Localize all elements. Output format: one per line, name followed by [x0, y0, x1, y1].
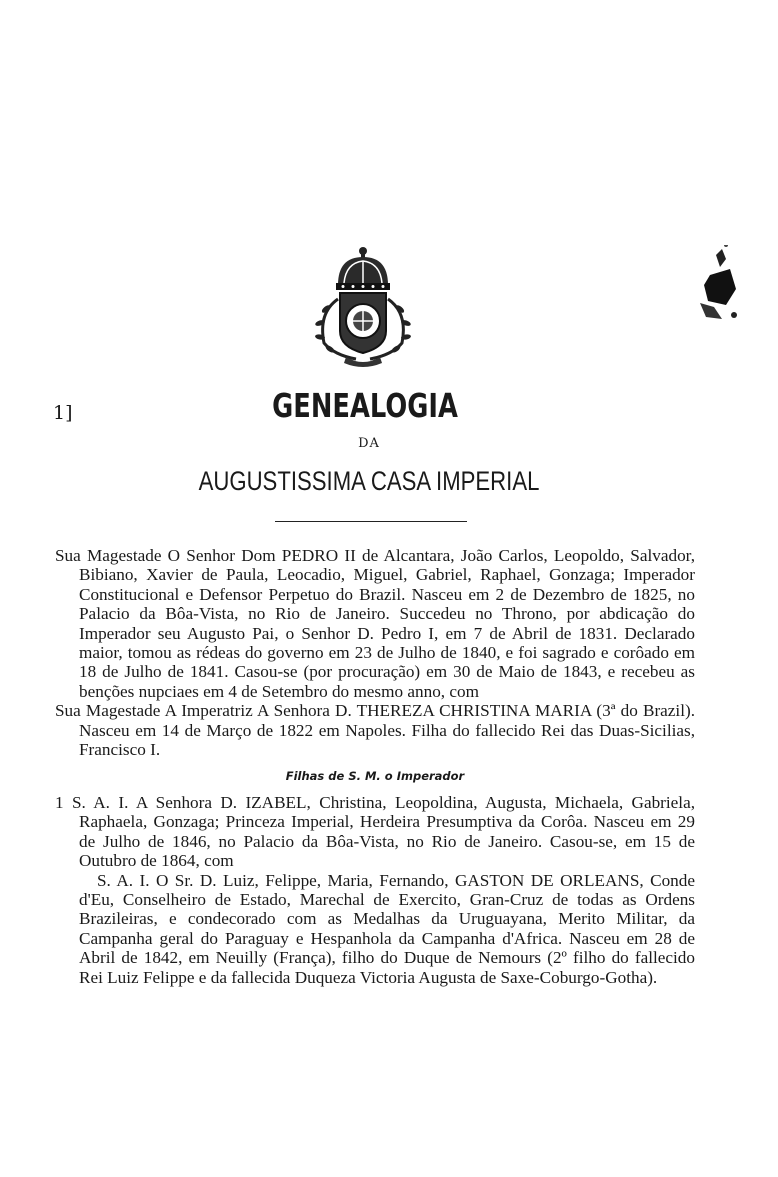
subtitle-house: AUGUSTISSIMA CASA IMPERIAL — [198, 466, 540, 496]
page-number: 1] — [53, 402, 73, 424]
page-title: GENEALOGIA — [272, 386, 458, 425]
ink-stain-icon — [696, 245, 742, 325]
paragraph-emperor: Sua Magestade O Senhor Dom PEDRO II de Alcantara, João Carlos, Leopoldo, Salvador, Bibiano, Xavier de Paula, Leocadio, Miguel, Gabriel, Raphael, Gonzaga; Imperador Constitucional e Defensor Perpetuo do Brazil. Nasceu em 2 de Dezembro de 1825, no Palacio da Bôa-Vista, no Rio de Janeiro. Succedeu no Throno, por abdicação do Imperador seu Augusto Pai, o Senhor D. Pedro I, em 7 de Abril de 1831. Declarado maior, tomou as rédeas do governo em 23 de Julho de 1840, e foi sagrado e corôado em 18 de Julho de 1841. Casou-se (por procuração) em 30 de Maio de 1843, e recebeu as benções nupciaes em 4 de Setembro do mesmo anno, com — [55, 546, 695, 701]
genealogy-body — [55, 546, 695, 987]
subtitle-connector: DA — [358, 436, 380, 451]
imperial-crown-coat-of-arms-icon — [308, 243, 418, 368]
paragraph-gaston: S. A. I. O Sr. D. Luiz, Felippe, Maria, Fernando, GASTON DE ORLEANS, Conde d'Eu, Conselheiro de Estado, Marechal de Exercito, Gran-Cruz de todas as Ordens Brazileiras, e condecorado com as Medalhas da Uruguayana, Merito Militar, da Campanha geral do Paraguay e Hespanhola da Campanha d'Africa. Nasceu em 28 de Abril de 1842, em Neuilly (França), filho do Duque de Nemours (2º filho do fallecido Rei Luiz Felippe e da fallecida Duqueza Victoria Augusta de Saxe-Coburgo-Gotha). — [79, 870, 695, 987]
paragraph-izabel: 1 S. A. I. A Senhora D. IZABEL, Christina, Leopoldina, Augusta, Michaela, Gabriela, Raphaela, Gonzaga; Princeza Imperial, Herdeira Presumptiva da Corôa. Nasceu em 29 de Julho de 1846, no Palacio da Bôa-Vista, no Rio de Janeiro. Casou-se, em 15 de Outubro de 1864, com — [55, 792, 695, 871]
section-heading-daughters: Filhas de S. M. o Imperador — [285, 769, 465, 784]
title-divider — [275, 521, 467, 522]
paragraph-empress: Sua Magestade A Imperatriz A Senhora D. THEREZA CHRISTINA MARIA (3ª do Brazil). Nasceu em 14 de Março de 1822 em Napoles. Filha do fallecido Rei das Duas-Sicilias, Francisco I. — [55, 701, 695, 760]
